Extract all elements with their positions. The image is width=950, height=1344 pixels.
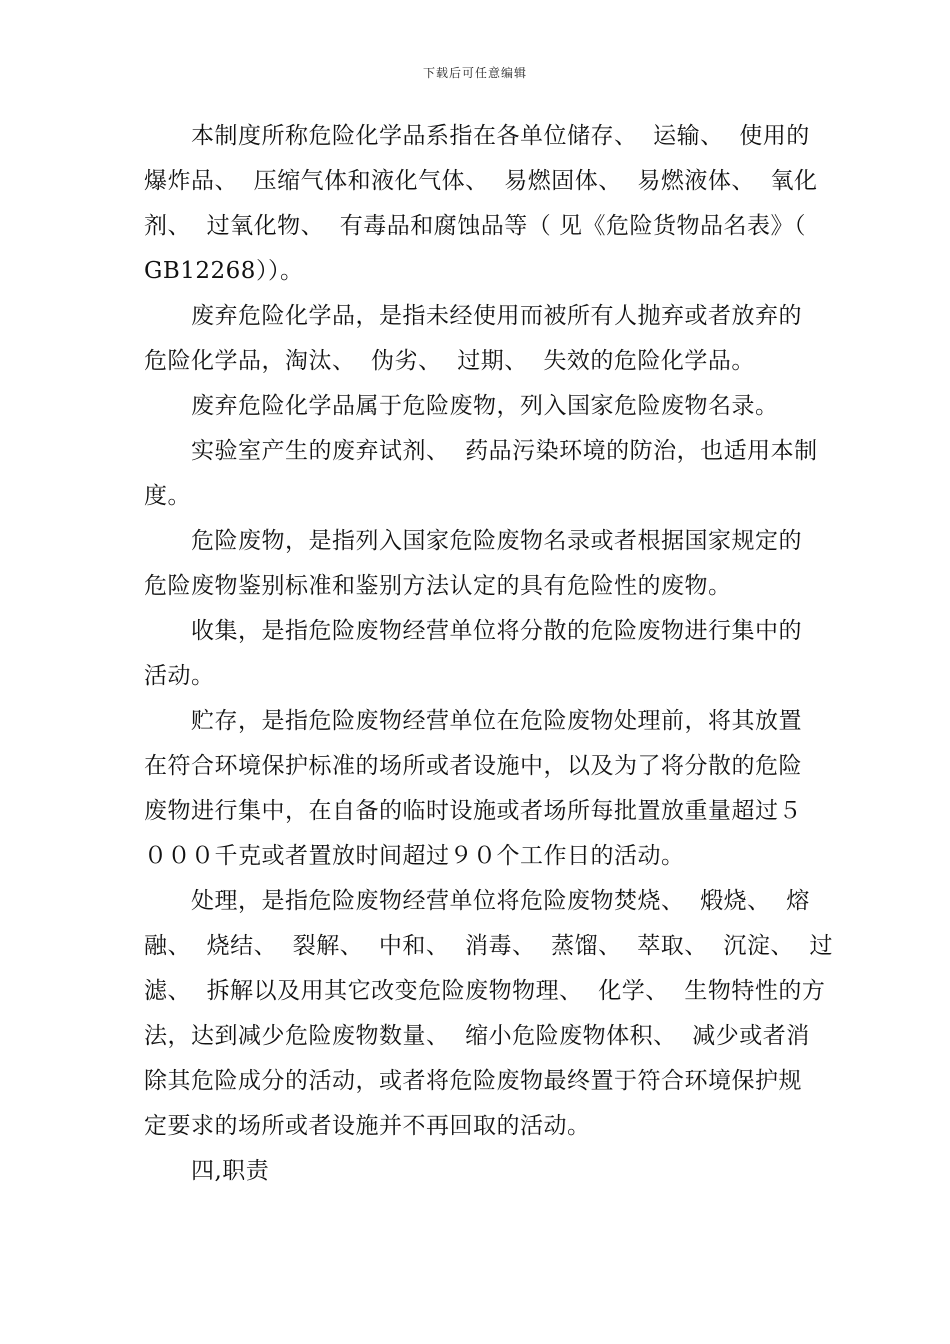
text-line: 实验室产生的废弃试剂、 药品污染环境的防治，也适用本制: [191, 438, 818, 464]
text-line: 危险废物，是指列入国家危险废物名录或者根据国家规定的: [191, 528, 802, 554]
text-line: 处理，是指危险废物经营单位将危险废物焚烧、 煅烧、 熔: [191, 888, 810, 914]
text-line: ０００千克或者置放时间超过９０个工作日的活动。: [144, 843, 685, 869]
text-line: 废物进行集中，在自备的临时设施或者场所每批置放重量超过５: [144, 798, 802, 824]
text-line: 危险废物鉴别标准和鉴别方法认定的具有危险性的废物。: [144, 573, 732, 599]
text-line: 废弃危险化学品，是指未经使用而被所有人抛弃或者放弃的: [191, 303, 802, 329]
text-line: 贮存，是指危险废物经营单位在危险废物处理前，将其放置: [191, 708, 802, 734]
text-line: 本制度所称危险化学品系指在各单位储存、 运输、 使用的: [191, 123, 810, 149]
text-line: 滤、 拆解以及用其它改变危险废物物理、 化学、 生物特性的方: [144, 978, 826, 1004]
text-line: 收集，是指危险废物经营单位将分散的危险废物进行集中的: [191, 618, 802, 644]
text-line: 在符合环境保护标准的场所或者设施中，以及为了将分散的危险: [144, 753, 802, 779]
page-header-note: 下载后可任意编辑: [422, 66, 527, 80]
text-line: 活动。: [144, 663, 215, 689]
text-line: 危险化学品，淘汰、 伪劣、 过期、 失效的危险化学品。: [144, 348, 755, 374]
text-line: 法，达到减少危险废物数量、 缩小危险废物体积、 减少或者消: [144, 1023, 810, 1049]
text-line: 除其危险成分的活动，或者将危险废物最终置于符合环境保护规: [144, 1068, 802, 1094]
document-body: [144, 114, 833, 1194]
text-line: 融、 烧结、 裂解、 中和、 消毒、 蒸馏、 萃取、 沉淀、 过: [144, 933, 833, 959]
section-heading: 四,职责: [191, 1158, 270, 1184]
text-line: 度。: [144, 483, 191, 509]
text-line: 爆炸品、 压缩气体和液化气体、 易燃固体、 易燃液体、 氧化: [144, 168, 818, 194]
text-line: 定要求的场所或者设施并不再回取的活动。: [144, 1113, 591, 1139]
text-line: GB12268））。: [144, 258, 304, 284]
text-line: 剂、 过氧化物、 有毒品和腐蚀品等（ 见《危险货物品名表》（: [144, 213, 807, 239]
text-line: 废弃危险化学品属于危险废物，列入国家危险废物名录。: [191, 393, 779, 419]
